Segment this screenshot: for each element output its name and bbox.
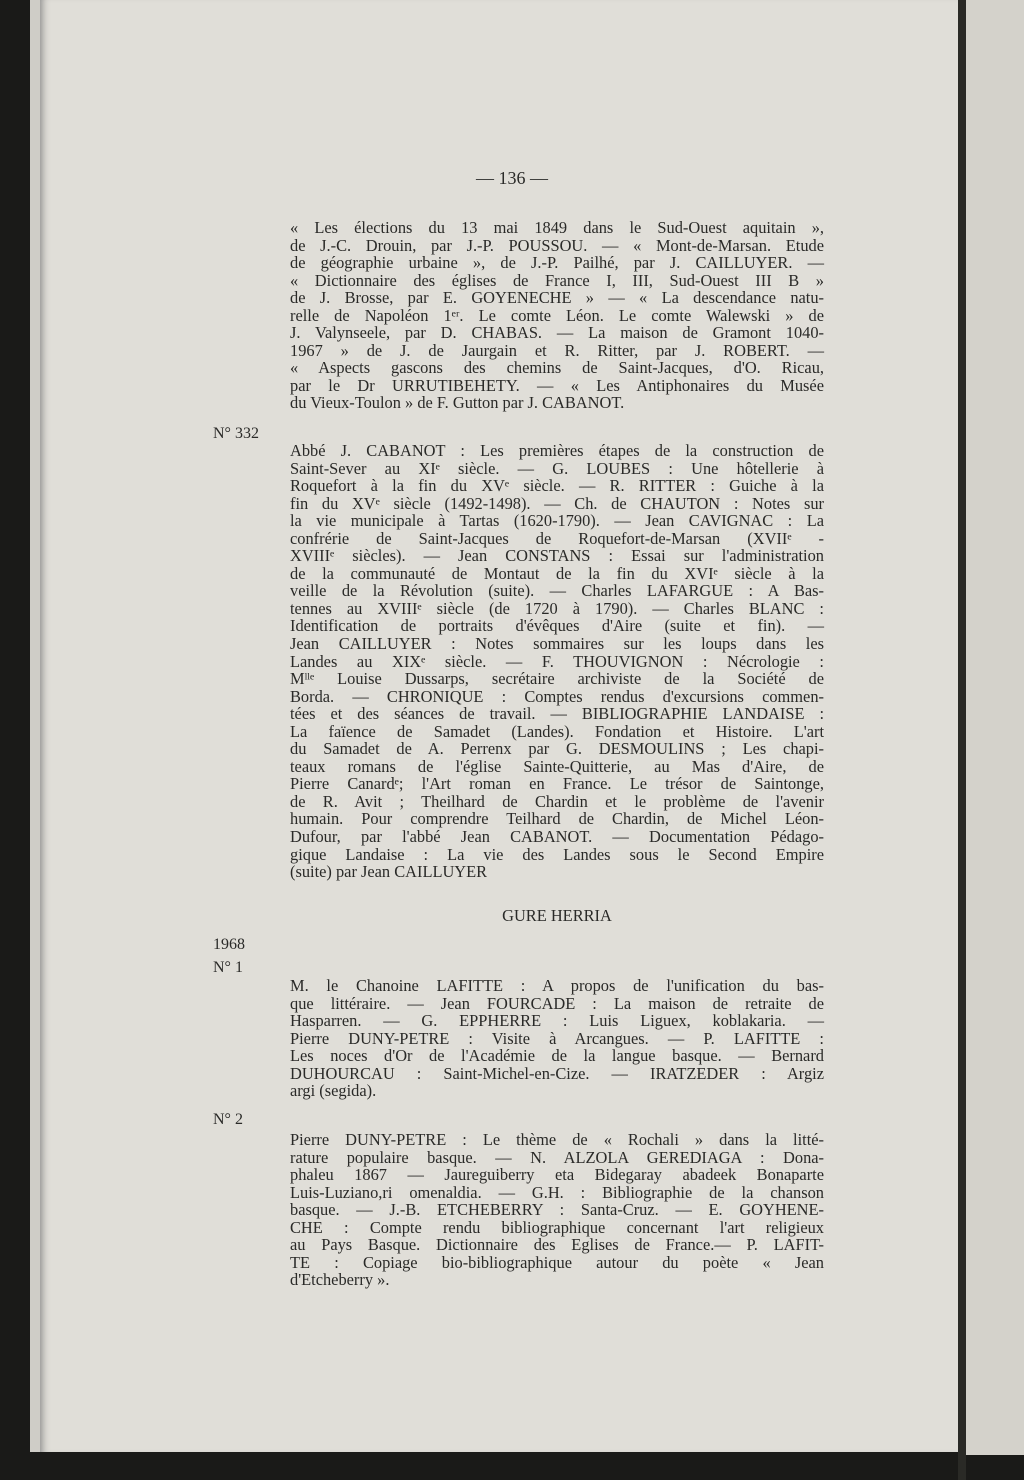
paragraph-issue-332 [290,442,824,881]
text-line: Mˡˡᵉ Louise Dussarps, secrétaire archiviste de la Société de [290,669,824,689]
text-line: d'Etcheberry ». [290,1270,390,1290]
text-line: « Dictionnaire des églises de France I, III, Sud-Ouest III B » [290,270,824,290]
text-line: au Pays Basque. Dictionnaire des Eglises de France.— P. LAFIT- [290,1235,824,1255]
paragraph-issue-1 [290,977,824,1100]
text-line: (suite) par Jean CAILLUYER [290,862,488,882]
page-number: — 136 — [476,168,548,188]
text-line: Landes au XIXᵉ siècle. — F. THOUVIGNON : Nécrologie : [290,651,824,671]
text-line: Dufour, par l'abbé Jean CABANOT. — Documentation Pédago- [290,827,824,847]
text-line: « Les élections du 13 mai 1849 dans le Sud-Ouest aquitain », [290,218,824,237]
text-line: « Aspects gascons des chemins de Saint-Jacques, d'O. Ricau, [290,358,824,378]
text-line: fin du XVᵉ siècle (1492-1498). — Ch. de CHAUTON : Notes sur [290,493,824,513]
text-line: gique Landaise : La vie des Landes sous le Second Empire [290,844,824,864]
text-line: J. Valynseele, par D. CHABAS. — La maison de Gramont 1040- [290,323,824,343]
text-line: M. le Chanoine LAFITTE : A propos de l'unification du bas- [290,976,824,995]
paragraph-reviews [290,219,824,412]
text-line: du Vieux-Toulon » de F. Gutton par J. CABANOT. [290,393,625,413]
text-line: Pierre Canardᵉ; l'Art roman en France. Le trésor de Saintonge, [290,774,824,794]
text-line: veille de la Révolution (suite). — Charles LAFARGUE : A Bas- [290,581,824,601]
text-line: Hasparren. — G. EPPHERRE : Luis Liguex, koblakaria. — [290,1011,824,1031]
text-line: Borda. — CHRONIQUE : Comptes rendus d'excursions commen- [290,686,824,706]
text-line: de J.-C. Drouin, par J.-P. POUSSOU. — « Mont-de-Marsan. Etude [290,235,824,255]
text-line: de la communauté de Montaut de la fin du XVIᵉ siècle à la [290,563,824,583]
text-line: phaleu 1867 — Jaureguiberry eta Bidegaray abadeek Bonaparte [290,1165,824,1185]
text-line: par le Dr URRUTIBEHETY. — « Les Antiphonaires du Musée [290,375,824,395]
text-line: TE : Copiage bio-bibliographique autour du poète « Jean [290,1252,824,1272]
issue-label-2: N° 2 [213,1111,243,1128]
text-line: Pierre DUNY-PETRE : Visite à Arcangues. — P. LAFITTE : [290,1028,824,1048]
facing-page-edge [966,0,1024,1455]
text-line: que littéraire. — Jean FOURCADE : La maison de retraite de [290,993,824,1013]
paragraph-issue-2 [290,1131,824,1289]
issue-label-1: N° 1 [213,959,243,976]
book-gutter [958,0,966,1480]
text-line: La faïence de Samadet (Landes). Fondation et Histoire. L'art [290,721,824,741]
text-line: Roquefort à la fin du XVᵉ siècle. — R. RITTER : Guiche à la [290,476,824,496]
text-line: 1967 » de J. de Jaurgain et R. Ritter, par J. ROBERT. — [290,340,824,360]
issue-label-332: N° 332 [213,425,259,442]
text-line: teaux romans de l'église Sainte-Quitterie, au Mas d'Aire, de [290,756,824,776]
text-line: la vie municipale à Tartas (1620-1790). — Jean CAVIGNAC : La [290,511,824,531]
text-line: Luis-Luziano,ri omenaldia. — G.H. : Bibliographie de la chanson [290,1182,824,1202]
text-line: tées et des séances de travail. — BIBLIOGRAPHIE LANDAISE : [290,704,824,724]
text-line: Saint-Sever au XIᵉ siècle. — G. LOUBES : Une hôtellerie à [290,458,824,478]
text-line: DUHOURCAU : Saint-Michel-en-Cize. — IRATZEDER : Argiz [290,1063,824,1083]
text-line: CHE : Compte rendu bibliographique concernant l'art religieux [290,1217,824,1237]
text-line: de J. Brosse, par E. GOYENECHE » — « La descendance natu- [290,288,824,308]
text-line: Identification de portraits d'évêques d'Aire (suite et fin). — [290,616,824,636]
text-line: Abbé J. CABANOT : Les premières étapes de la construction de [290,441,824,460]
page-stack-edge [30,0,40,1452]
section-heading: GURE HERRIA [502,906,612,925]
text-line: du Samadet de A. Perrenx par G. DESMOULINS ; Les chapi- [290,739,824,759]
text-line: confrérie de Saint-Jacques de Roquefort-de-Marsan (XVIIᵉ - [290,528,824,548]
text-line: tennes au XVIIIᵉ siècle (de 1720 à 1790). — Charles BLANC : [290,598,824,618]
text-line: Les noces d'Or de l'Académie de la langue basque. — Bernard [290,1046,824,1066]
text-line: de R. Avit ; Theilhard de Chardin et le problème de l'avenir [290,791,824,811]
text-line: humain. Pour comprendre Teilhard de Chardin, de Michel Léon- [290,809,824,829]
text-line: Jean CAILLUYER : Notes sommaires sur les loups dans les [290,634,824,654]
text-line: basque. — J.-B. ETCHEBERRY : Santa-Cruz. — E. GOYHENE- [290,1200,824,1220]
text-line: de géographie urbaine », de J.-P. Pailhé, par J. CAILLUYER. — [290,253,824,273]
year-label: 1968 [213,936,245,953]
text-line: Pierre DUNY-PETRE : Le thème de « Rochali » dans la litté- [290,1130,824,1149]
text-line: relle de Napoléon 1ᵉʳ. Le comte Léon. Le comte Walewski » de [290,305,824,325]
text-line: argi (segida). [290,1081,377,1101]
text-line: XVIIIᵉ siècles). — Jean CONSTANS : Essai sur l'administration [290,546,824,566]
text-line: rature populaire basque. — N. ALZOLA GEREDIAGA : Dona- [290,1147,824,1167]
